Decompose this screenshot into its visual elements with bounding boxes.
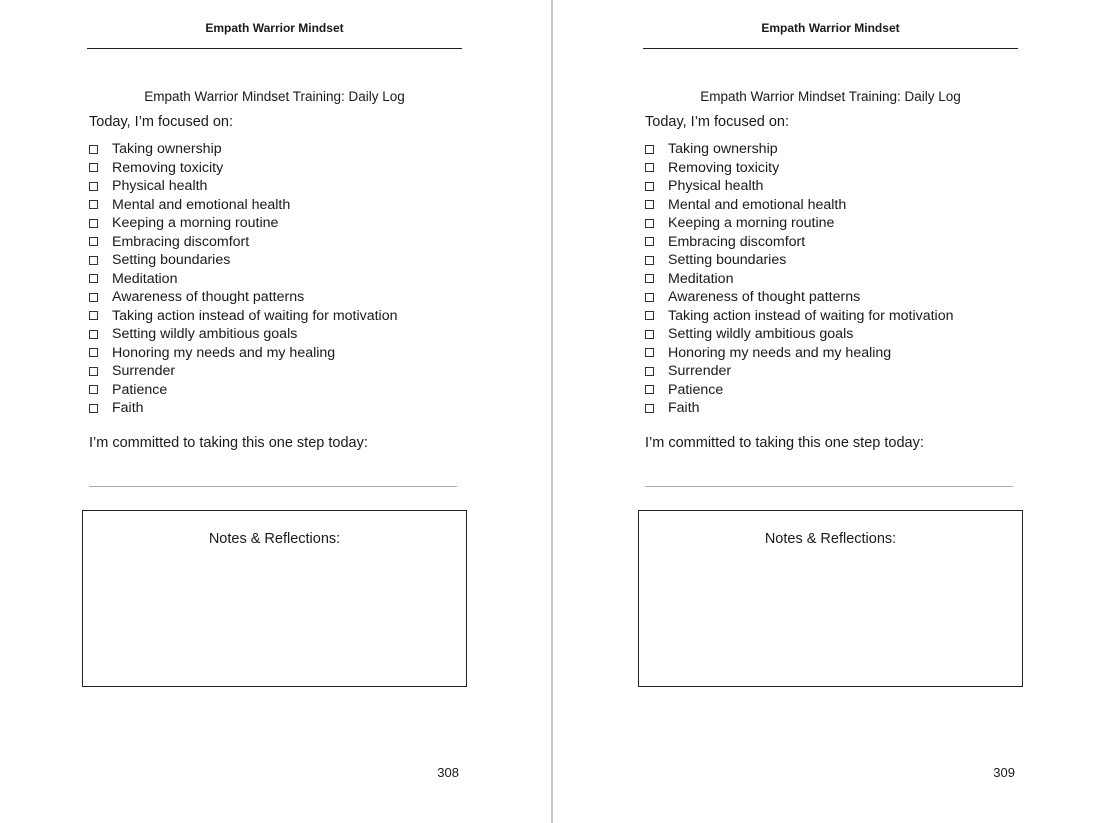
checklist-item-label: Mental and emotional health [668, 196, 847, 213]
checklist-item[interactable] [89, 233, 397, 252]
checkbox-icon[interactable] [89, 404, 98, 413]
checklist-item[interactable] [89, 159, 397, 178]
commitment-label: I’m committed to taking this one step today: [645, 435, 924, 451]
checklist-item-label: Awareness of thought patterns [668, 289, 861, 305]
checklist-item[interactable] [89, 177, 397, 196]
checklist-item[interactable] [645, 381, 953, 400]
checklist-item[interactable] [89, 270, 397, 289]
checklist-item-label: Awareness of thought patterns [112, 289, 305, 305]
checklist-item[interactable] [645, 177, 953, 196]
checklist-item[interactable] [645, 251, 953, 270]
commitment-write-line[interactable] [89, 486, 457, 487]
checklist-item-label: Faith [668, 400, 700, 416]
checkbox-icon[interactable] [645, 385, 654, 394]
checkbox-icon[interactable] [645, 367, 654, 376]
checkbox-icon[interactable] [645, 404, 654, 413]
checklist-item-label: Setting wildly ambitious goals [668, 326, 854, 342]
notes-title: Notes & Reflections: [764, 531, 897, 547]
checklist-item-label: Taking ownership [112, 141, 222, 157]
checkbox-icon[interactable] [89, 182, 98, 191]
checkbox-icon[interactable] [89, 367, 98, 376]
notes-box[interactable] [638, 510, 1023, 687]
notes-title: Notes & Reflections: [208, 531, 341, 547]
focus-label: Today, I’m focused on: [89, 114, 234, 130]
page-number: 308 [437, 765, 459, 780]
checklist-item[interactable] [89, 196, 397, 215]
header-rule [643, 48, 1018, 49]
commitment-write-line[interactable] [645, 486, 1013, 487]
checklist-item-label: Taking ownership [668, 141, 778, 157]
running-head: Empath Warrior Mindset [205, 21, 344, 35]
checklist-item[interactable] [89, 362, 397, 381]
log-title: Empath Warrior Mindset Training: Daily Log [700, 89, 961, 104]
page-left [0, 0, 550, 823]
checkbox-icon[interactable] [89, 274, 98, 283]
checklist-item[interactable] [89, 307, 397, 326]
log-title: Empath Warrior Mindset Training: Daily Log [144, 89, 405, 104]
checklist-item-label: Meditation [112, 270, 178, 287]
checklist-item[interactable] [645, 159, 953, 178]
checklist-item-label: Mental and emotional health [112, 196, 291, 213]
checkbox-icon[interactable] [89, 385, 98, 394]
notes-box[interactable] [82, 510, 467, 687]
checklist-item-label: Surrender [668, 363, 732, 379]
checklist-item[interactable] [89, 288, 397, 307]
checkbox-icon[interactable] [89, 200, 98, 209]
checkbox-icon[interactable] [645, 182, 654, 191]
checkbox-icon[interactable] [645, 200, 654, 209]
checklist-item[interactable] [89, 381, 397, 400]
header-rule [87, 48, 462, 49]
checklist-item[interactable] [645, 307, 953, 326]
checklist-item-label: Removing toxicity [112, 159, 224, 176]
checklist-item[interactable] [645, 362, 953, 381]
checkbox-icon[interactable] [89, 293, 98, 302]
checkbox-icon[interactable] [645, 293, 654, 302]
checklist-item[interactable] [645, 399, 953, 418]
checkbox-icon[interactable] [645, 145, 654, 154]
checklist-item-label: Honoring my needs and my healing [112, 344, 336, 361]
checklist-item-label: Honoring my needs and my healing [668, 344, 892, 361]
checkbox-icon[interactable] [645, 219, 654, 228]
running-head: Empath Warrior Mindset [761, 21, 900, 35]
checkbox-icon[interactable] [645, 330, 654, 339]
checklist-item[interactable] [645, 288, 953, 307]
checklist-item[interactable] [645, 196, 953, 215]
checklist-item[interactable] [645, 344, 953, 363]
checkbox-icon[interactable] [89, 348, 98, 357]
checklist-item-label: Setting boundaries [668, 252, 787, 268]
checklist-item-label: Setting boundaries [112, 252, 231, 268]
checklist-item[interactable] [89, 399, 397, 418]
checklist-item-label: Patience [112, 381, 168, 398]
checklist-item[interactable] [89, 344, 397, 363]
checklist-item-label: Removing toxicity [668, 159, 780, 176]
checklist-item-label: Surrender [112, 363, 176, 379]
checklist-item[interactable] [89, 251, 397, 270]
checklist-item[interactable] [645, 214, 953, 233]
checkbox-icon[interactable] [645, 348, 654, 357]
checklist-item-label: Embracing discomfort [112, 233, 250, 250]
checklist-item[interactable] [645, 270, 953, 289]
checklist-item-label: Physical health [668, 178, 764, 194]
focus-checklist [89, 140, 397, 418]
focus-checklist [645, 140, 953, 418]
checkbox-icon[interactable] [89, 311, 98, 320]
checklist-item[interactable] [645, 140, 953, 159]
checklist-item-label: Taking action instead of waiting for motivation [112, 307, 398, 324]
checklist-item-label: Faith [112, 400, 144, 416]
checklist-item-label: Meditation [668, 270, 734, 287]
checklist-item[interactable] [645, 233, 953, 252]
checklist-item-label: Physical health [112, 178, 208, 194]
page-right [556, 0, 1101, 823]
page-number: 309 [993, 765, 1015, 780]
checklist-item[interactable] [89, 140, 397, 159]
checklist-item-label: Keeping a morning routine [668, 215, 835, 231]
checklist-item-label: Taking action instead of waiting for motivation [668, 307, 954, 324]
checkbox-icon[interactable] [645, 274, 654, 283]
focus-label: Today, I’m focused on: [645, 114, 790, 130]
checkbox-icon[interactable] [89, 219, 98, 228]
checklist-item-label: Setting wildly ambitious goals [112, 326, 298, 342]
checkbox-icon[interactable] [645, 163, 654, 172]
checklist-item[interactable] [89, 214, 397, 233]
checklist-item-label: Embracing discomfort [668, 233, 806, 250]
checklist-item[interactable] [89, 325, 397, 344]
checklist-item-label: Patience [668, 381, 724, 398]
checkbox-icon[interactable] [89, 256, 98, 265]
checkbox-icon[interactable] [89, 145, 98, 154]
checkbox-icon[interactable] [645, 256, 654, 265]
page-gutter [551, 0, 553, 823]
checkbox-icon[interactable] [89, 163, 98, 172]
checkbox-icon[interactable] [645, 237, 654, 246]
checkbox-icon[interactable] [645, 311, 654, 320]
checkbox-icon[interactable] [89, 237, 98, 246]
commitment-label: I’m committed to taking this one step today: [89, 435, 368, 451]
checkbox-icon[interactable] [89, 330, 98, 339]
checklist-item[interactable] [645, 325, 953, 344]
checklist-item-label: Keeping a morning routine [112, 215, 279, 231]
